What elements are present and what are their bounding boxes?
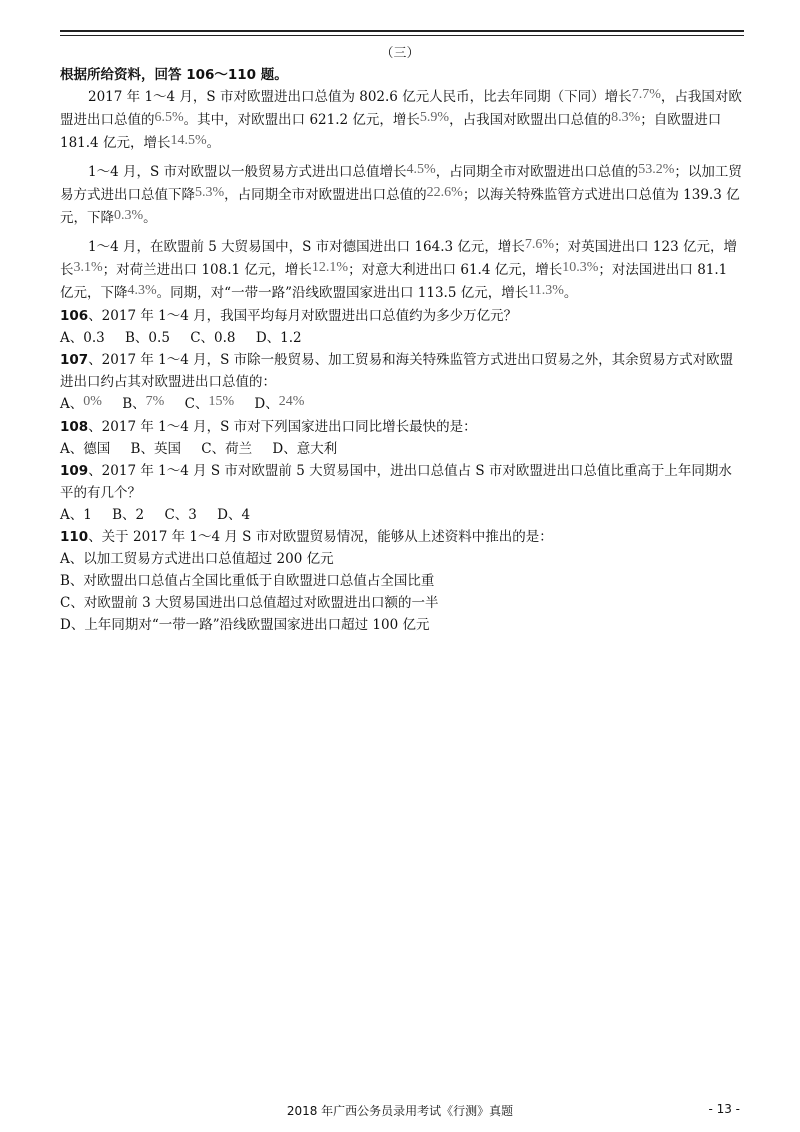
percent-value: 10.3%: [562, 260, 599, 275]
question-text: 、2017 年 1～4 月 S 市对欧盟前 5 大贸易国中，进出口总值占 S 市对欧盟进出口总值比重高于上年同期水平的有几个？: [60, 463, 732, 501]
option-letter: D、: [254, 396, 279, 412]
percent-value: 0.3%: [114, 208, 144, 223]
text-run: 1～4 月，S 市对欧盟以一般贸易方式进出口总值增长: [88, 164, 407, 180]
text-run: ，占我国对欧盟进出口总值的: [60, 89, 742, 128]
footer-title: 2018 年广西公务员录用考试《行测》真题: [286, 1104, 514, 1118]
question-number: 108: [60, 419, 89, 435]
question-number: 110: [60, 529, 89, 545]
question-106: [60, 305, 742, 327]
option-a[interactable]: A、0.3: [60, 330, 105, 346]
option-letter: B、: [122, 396, 146, 412]
option-value: 15%: [208, 394, 235, 409]
option-d[interactable]: D、上年同期对“一带一路”沿线欧盟国家进出口超过 100 亿元: [60, 617, 430, 633]
text-run: 。同期，对“一带一路”沿线欧盟国家进出口 113.5 亿元，增长: [156, 285, 529, 301]
options-108: [60, 438, 742, 460]
text-run: 2017 年 1～4 月，S 市对欧盟进出口总值为 802.6 亿元人民币，比去年同期（下同）增长: [88, 89, 632, 105]
option-c[interactable]: C、荷兰: [201, 441, 253, 457]
percent-value: 5.3%: [195, 185, 225, 200]
option-b[interactable]: B、对欧盟出口总值占全国比重低于自欧盟进口总值占全国比重: [60, 573, 435, 589]
percent-value: 6.5%: [154, 110, 184, 125]
text-run: ；自欧盟进口 181.4 亿元，增长: [60, 112, 722, 151]
percent-value: 3.1%: [73, 260, 103, 275]
option-value: 0%: [83, 394, 102, 409]
option-letter: C、: [184, 396, 209, 412]
percent-value: 22.6%: [426, 185, 463, 200]
option-value: 24%: [278, 394, 305, 409]
option-c[interactable]: C、3: [164, 507, 197, 523]
option-a[interactable]: A、以加工贸易方式进出口总值超过 200 亿元: [60, 551, 334, 567]
question-text: 、关于 2017 年 1～4 月 S 市对欧盟贸易情况，能够从上述资料中推出的是：: [88, 529, 553, 545]
percent-value: 12.1%: [311, 260, 349, 275]
percent-value: 14.5%: [170, 133, 207, 148]
text-run: ，占同期全市对欧盟进出口总值的: [224, 187, 427, 203]
option-b[interactable]: [122, 393, 164, 416]
option-c[interactable]: [185, 393, 235, 416]
text-run: ；以加工贸易方式进出口总值下降: [60, 164, 742, 203]
text-run: ；对荷兰进出口 108.1 亿元，增长: [102, 262, 312, 278]
text-run: ；对英国进出口 123 亿元，增长: [60, 239, 737, 278]
options-107: [60, 393, 742, 416]
options-106: [60, 327, 742, 349]
percent-value: 4.5%: [406, 162, 436, 177]
percent-value: 4.3%: [127, 283, 157, 298]
material-paragraph-3: [60, 236, 742, 305]
option-d[interactable]: D、1.2: [255, 330, 302, 346]
option-b[interactable]: B、英国: [130, 441, 181, 457]
question-text: 、2017 年 1～4 月，S 市除一般贸易、加工贸易和海关特殊监管方式进出口贸易之外，其余贸易方式对欧盟进出口约占其对欧盟进出口总值的：: [60, 352, 734, 390]
text-run: ；对法国进出口 81.1 亿元，下降: [60, 262, 728, 301]
option-d[interactable]: [254, 393, 304, 416]
question-107: [60, 349, 742, 393]
material-lead: 根据所给资料，回答 106～110 题。: [60, 67, 288, 83]
percent-value: 5.9%: [419, 110, 450, 125]
percent-value: 53.2%: [638, 162, 675, 177]
option-value: 7%: [145, 394, 165, 409]
text-run: ，占同期全市对欧盟进出口总值的: [435, 164, 639, 180]
text-run: 1～4 月，在欧盟前 5 大贸易国中，S 市对德国进出口 164.3 亿元，增长: [88, 239, 525, 255]
question-109: [60, 460, 742, 504]
text-run: ，占我国对欧盟出口总值的: [449, 112, 612, 128]
page-number: - 13 -: [708, 1102, 740, 1116]
header-rule: [60, 30, 744, 32]
question-number: 107: [60, 352, 89, 368]
material-paragraph-2: [60, 161, 742, 230]
material-paragraph-1: [60, 86, 742, 155]
question-number: 109: [60, 463, 89, 479]
question-number: 106: [60, 308, 89, 324]
percent-value: 11.3%: [528, 283, 564, 298]
option-letter: A、: [60, 396, 84, 412]
option-c[interactable]: C、0.8: [190, 330, 236, 346]
text-run: ；以海关特殊监管方式进出口总值为 139.3 亿元，下降: [60, 187, 740, 226]
question-text: 、2017 年 1～4 月，S 市对下列国家进出口同比增长最快的是：: [88, 419, 477, 435]
percent-value: 7.7%: [631, 87, 661, 102]
document-body: [60, 64, 742, 636]
options-109: [60, 504, 742, 526]
percent-value: 8.3%: [611, 110, 641, 125]
question-108: [60, 416, 742, 438]
percent-value: 7.6%: [524, 237, 555, 252]
option-a[interactable]: A、德国: [60, 441, 111, 457]
text-run: ；对意大利进出口 61.4 亿元，增长: [348, 262, 563, 278]
text-run: 。: [143, 210, 157, 226]
text-run: 。: [563, 285, 578, 301]
question-text: 、2017 年 1～4 月，我国平均每月对欧盟进出口总值约为多少万亿元？: [88, 308, 518, 324]
option-b[interactable]: B、0.5: [125, 330, 170, 346]
header-rule-thin: [60, 35, 744, 36]
option-d[interactable]: D、意大利: [272, 441, 338, 457]
option-a[interactable]: A、1: [60, 507, 92, 523]
option-a[interactable]: [60, 393, 102, 416]
section-heading: （三）: [380, 46, 420, 61]
option-b[interactable]: B、2: [112, 507, 145, 523]
text-run: 。其中，对欧盟出口 621.2 亿元，增长: [183, 112, 420, 128]
option-c[interactable]: C、对欧盟前 3 大贸易国进出口总值超过对欧盟进出口额的一半: [60, 595, 439, 611]
text-run: 。: [206, 135, 221, 151]
option-d[interactable]: D、4: [217, 507, 251, 523]
question-110: [60, 526, 742, 548]
